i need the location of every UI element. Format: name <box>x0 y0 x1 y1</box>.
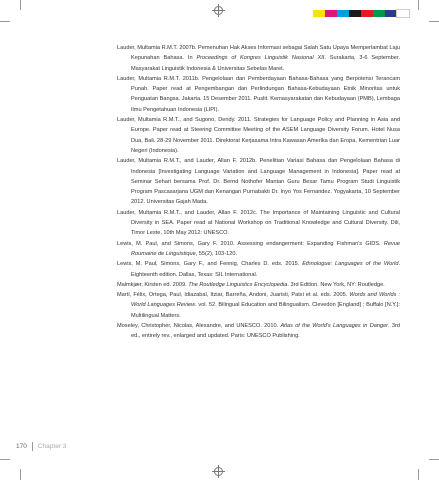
reference-title: The Routledge Linguistics Encyclopedia <box>188 281 288 288</box>
color-swatch <box>385 10 397 17</box>
reference-text-after: . Surakarta, 3-6 September. Masyarakat Linguistik Indonesia & Universitas Sebelas Maret. <box>131 55 400 72</box>
reference-text-after: . 3rd ed., entirely rev., enlarged and updated. Paris: UNESCO Publishing. <box>131 323 400 340</box>
reference-entry <box>117 321 400 342</box>
reference-entry <box>117 208 400 239</box>
crop-mark <box>0 459 10 460</box>
reference-text: Lauder, Multamia R.M.T., and Lauder, Allan F. 2012b. Penelitian Variasi Bahasa dan Pengelolaan Bahasa di Indonesia [Investigating Language Variation and Language Management in Indonesia]. Paper read at Seminar Sehari bersama Prof. Dr. Bernd Nothofer Mantan Guru Besar Tamu Program Studi Linguistik Program Pascasarjana UGM dan Kenangan Purnabakti Dr. Inyo Yos Fernandez. Yogyakarta, 10 September 2012. Universitas Gajah Mada. <box>117 158 400 206</box>
reference-title: Ethnologue: Languages of the World <box>302 261 399 268</box>
reference-title: Proceedings of Kongres Linguistik Nasional XII <box>196 55 325 62</box>
crop-mark <box>20 0 21 10</box>
reference-text: Lewis, M. Paul, and Simons, Gary F. 2010. Assessing endangerment: Expanding Fishman's GIDS. <box>117 240 384 247</box>
reference-text: Moseley, Christopher, Nicolas, Alexandre, and UNESCO. 2010. <box>117 323 281 330</box>
reference-title: Atlas of the World's Languages in Danger <box>280 323 389 330</box>
reference-title: Words and Worlds : World Languages Review <box>131 292 400 309</box>
reference-text-after: . vol. 52. Bilingual Education and Bilingualism. Clevedon [England] ; Buffalo [N.Y.]: Multilingual Matters. <box>131 302 400 319</box>
registration-mark-icon <box>214 467 223 476</box>
reference-entry <box>117 290 400 321</box>
crop-mark <box>20 469 21 480</box>
reference-text-after: . Eighteenth edition. Dallas, Texas: SIL International. <box>131 261 400 278</box>
reference-text: Lewis, M. Paul, Simons, Gary F., and Fennig, Charles D. eds. 2015. <box>117 261 303 268</box>
crop-mark <box>418 0 419 10</box>
reference-entry <box>117 156 400 207</box>
crop-mark <box>418 469 419 480</box>
reference-text-after: , 55(2), 103-120. <box>195 250 238 257</box>
reference-text: Lauder, Multamia R.M.T., and Lauder, Allan F. 2012c. The Importance of Maintaining Linguistic and Cultural Diversity in SEA. Paper read at National Workshop on Traditional Knowledge and Cultural Diversity. Dili, Timor Leste, 10th May 2012: UNESCO. <box>117 209 400 237</box>
crop-mark <box>429 21 439 22</box>
reference-entry <box>117 280 400 290</box>
page-footer <box>16 442 66 451</box>
color-swatch <box>397 10 409 17</box>
footer-divider <box>32 442 33 451</box>
reference-list <box>117 43 400 342</box>
color-swatch <box>373 10 385 17</box>
color-swatch <box>313 10 325 17</box>
reference-entry <box>117 74 400 115</box>
crop-mark <box>429 459 439 460</box>
crop-mark <box>0 21 10 22</box>
reference-text: Lauder, Multamia R.M.T., and Sugono, Dendy. 2011. Strategies for Language Policy and Planning in Asia and Europe. Paper read at Steering Committee Meeting of the ASEM Language Diversity Forum. Hotel Nusa Dua, Bali. 28-29 November 2011. Direktorat Kerjasama Intra Kawasan Amerika dan Eropa, Kementrian Luar Negeri (Indonesia). <box>117 117 400 154</box>
reference-text-after: . 3rd Edition. New York, NY: Routledge. <box>287 281 385 288</box>
reference-entry <box>117 43 400 74</box>
reference-text: Lauder, Multamia R.M.T. 2011b. Pengelolaan dan Pemberdayaan Bahasa-Bahasa yang Berpotensi Terancam Punah. Paper read at Pengembangan dan Perlindungan Bahasa-Kebudayaan Etnik Minoritas untuk Penguatan Bangsa. Jakarta. 15 Desember 2011. Puslit. Kemasyarakatan dan Kebudayaan (PMB), Lembaga Ilmu Pengetahuan Indonesia (LIPI). <box>117 75 400 113</box>
reference-text: Lauder, Multamia R.M.T. 2007b. Pemenuhan Hak Akses Informasi sebagai Salah Satu Upaya Memperlambat Laju Kepunahan Bahasa. In <box>117 45 400 62</box>
color-swatch <box>337 10 349 17</box>
page-number: 170 <box>16 443 27 450</box>
color-swatch <box>361 10 373 17</box>
reference-entry <box>117 115 400 156</box>
reference-entry <box>117 239 400 260</box>
reference-entry <box>117 259 400 280</box>
chapter-label: Chapter 3 <box>37 443 67 450</box>
registration-mark-icon <box>214 6 223 15</box>
reference-text: Martí, Félix, Ortega, Paul, Idiazabal, Itziar, Barreña, Andoni, Juaristi, Patxi et al. eds. 2005. <box>117 292 350 299</box>
color-swatch <box>325 10 337 17</box>
color-swatch <box>349 10 361 17</box>
printer-color-bar <box>313 10 409 17</box>
reference-text: Malmkjær, Kirsten ed. 2009. <box>117 281 189 288</box>
reference-title: Revue Roumaine de Linguistique <box>131 240 400 257</box>
